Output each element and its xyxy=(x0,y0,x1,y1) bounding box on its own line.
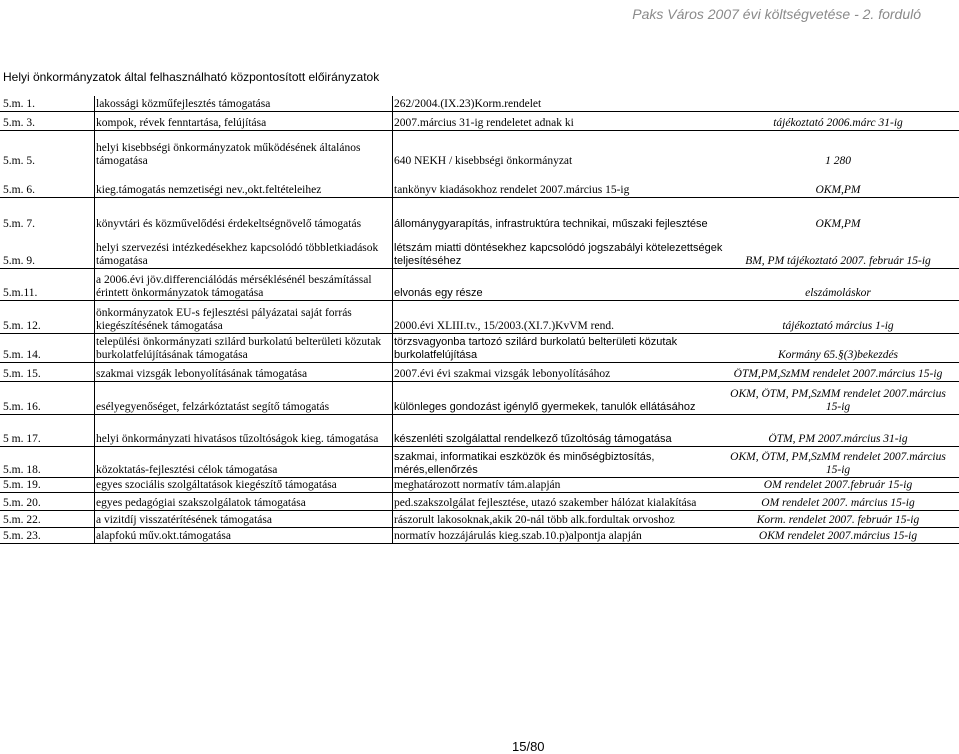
row-note: BM, PM tájékoztató 2007. február 15-ig xyxy=(745,254,931,267)
row-name: alapfokú műv.okt.támogatása xyxy=(96,529,231,542)
table-row xyxy=(0,384,959,415)
row-note: ÖTM,PM,SzMM rendelet 2007.március 15-ig xyxy=(733,367,943,380)
row-legal-basis: különleges gondozást igénylő gyermekek, tanulók ellátásához xyxy=(394,400,696,413)
table-row xyxy=(0,449,959,478)
row-name: közoktatás-fejlesztési célok támogatása xyxy=(96,463,278,476)
row-code: 5 m. 17. xyxy=(3,432,41,445)
row-code: 5.m. 9. xyxy=(3,254,35,267)
row-code: 5.m. 12. xyxy=(3,319,41,332)
table-row xyxy=(0,512,959,528)
row-code: 5.m. 3. xyxy=(3,116,35,129)
row-legal-basis: normatív hozzájárulás kieg.szab.10.p)alpontja alapján xyxy=(394,529,642,542)
row-legal-basis: törzsvagyonba tartozó szilárd burkolatú belterületi közutak burkolatfelújítása xyxy=(394,336,678,361)
row-legal-basis: szakmai, informatikai eszközök és minőségbiztosítás, mérés,ellenőrzés xyxy=(394,451,655,476)
row-legal-basis: elvonás egy része xyxy=(394,286,483,299)
row-note: tájékoztató március 1-ig xyxy=(782,319,894,332)
row-note: OKM,PM xyxy=(815,183,861,196)
table-row xyxy=(0,416,959,447)
row-name: kompok, révek fenntartása, felújítása xyxy=(96,116,267,129)
row-note: OKM rendelet 2007.március 15-ig xyxy=(758,529,918,542)
row-code: 5.m. 7. xyxy=(3,217,35,230)
row-name: esélyegyenőséget, felzárkóztatást segítő támogatás xyxy=(96,400,330,413)
table-row xyxy=(0,334,959,363)
row-code: 5.m. 23. xyxy=(3,529,41,542)
row-name: helyi szervezési intézkedésekhez kapcsolódó többletkiadások támogatása xyxy=(96,242,379,267)
row-note: elszámoláskor xyxy=(805,286,871,299)
table-row xyxy=(0,270,959,301)
row-name: helyi kisebbségi önkormányzatok működésének általános támogatása xyxy=(96,142,361,167)
row-name: önkormányzatok EU-s fejlesztési pályázatai saját forrás kiegészítésének támogatása xyxy=(96,307,352,332)
row-name: helyi önkormányzati hivatásos tűzoltóságok kieg. támogatása xyxy=(96,432,379,445)
row-code: 5.m. 22. xyxy=(3,513,41,526)
row-note: ÖTM, PM 2007.március 31-ig xyxy=(768,432,908,445)
row-name: egyes pedagógiai szakszolgálatok támogatása xyxy=(96,496,306,509)
table-row xyxy=(0,217,959,231)
row-code: 5.m. 18. xyxy=(3,463,41,476)
row-name: lakossági közműfejlesztés támogatása xyxy=(96,97,271,110)
row-note: OM rendelet 2007.február 15-ig xyxy=(763,478,913,491)
row-name: könyvtári és közművelődési érdekeltségnövelő támogatás xyxy=(96,217,362,230)
table-row xyxy=(0,477,959,493)
row-code: 5.m. 19. xyxy=(3,478,41,491)
row-note: OKM, ÖTM, PM,SzMM rendelet 2007.március 15-ig xyxy=(730,388,946,413)
row-name: egyes szociális szolgáltatások kiegészítő támogatása xyxy=(96,478,337,491)
row-note: tájékoztató 2006.márc 31-ig xyxy=(773,116,903,129)
row-note: Korm. rendelet 2007. február 15-ig xyxy=(756,513,920,526)
row-name: a 2006.évi jöv.differenciálódás mérséklésénél beszámítással érintett önkormányzatok támogatása xyxy=(96,274,372,299)
row-legal-basis: tankönyv kiadásokhoz rendelet 2007.március 15-ig xyxy=(394,183,630,196)
table-row xyxy=(0,138,959,168)
row-code: 5.m. 16. xyxy=(3,400,41,413)
row-legal-basis: meghatározott normatív tám.alapján xyxy=(394,478,561,491)
document-subtitle: Helyi önkormányzatok által felhasználható központosított előirányzatok xyxy=(3,70,380,84)
row-note: OKM, ÖTM, PM,SzMM rendelet 2007.március 15-ig xyxy=(730,451,946,476)
table-row xyxy=(0,183,959,198)
row-legal-basis: 640 NEKH / kisebbségi önkormányzat xyxy=(394,154,573,167)
row-note: OM rendelet 2007. március 15-ig xyxy=(761,496,915,509)
table-row xyxy=(0,365,959,382)
row-legal-basis: rászorult lakosoknak,akik 20-nál több alk.fordultak orvoshoz xyxy=(394,513,675,526)
table-row xyxy=(0,528,959,544)
row-note: 1 280 xyxy=(825,154,851,167)
row-legal-basis: készenléti szolgálattal rendelkező tűzoltóság támogatása xyxy=(394,432,672,445)
row-note: OKM,PM xyxy=(815,217,861,230)
row-code: 5.m. 20. xyxy=(3,496,41,509)
row-legal-basis: állománygyarapítás, infrastruktúra technikai, műszaki fejlesztése xyxy=(394,217,708,230)
table-row xyxy=(0,494,959,511)
row-code: 5.m. 1. xyxy=(3,97,35,110)
row-name: kieg.támogatás nemzetiségi nev.,okt.feltételeihez xyxy=(96,183,322,196)
table-row xyxy=(0,116,959,131)
row-legal-basis: létszám miatti döntésekhez kapcsolódó jogszabályi kötelezettségek teljesítéséhez xyxy=(394,242,723,267)
row-legal-basis: 262/2004.(IX.23)Korm.rendelet xyxy=(394,97,542,110)
row-code: 5.m. 15. xyxy=(3,367,41,380)
row-name: szakmai vizsgák lebonyolításának támogatása xyxy=(96,367,308,380)
row-legal-basis: 2007.március 31-ig rendeletet adnak ki xyxy=(394,116,574,129)
table-row xyxy=(0,303,959,334)
row-code: 5.m. 5. xyxy=(3,154,35,167)
table-row xyxy=(0,238,959,269)
row-code: 5.m. 14. xyxy=(3,348,41,361)
row-legal-basis: ped.szakszolgálat fejlesztése, utazó szakember hálózat kialakítása xyxy=(394,496,697,509)
row-legal-basis: 2000.évi XLIII.tv., 15/2003.(XI.7.)KvVM rend. xyxy=(394,319,614,332)
row-note: Kormány 65.§(3)bekezdés xyxy=(777,348,899,361)
row-legal-basis: 2007.évi évi szakmai vizsgák lebonyolításához xyxy=(394,367,611,380)
row-code: 5.m. 6. xyxy=(3,183,35,196)
document-header-title: Paks Város 2007 évi költségvetése - 2. forduló xyxy=(632,6,921,22)
row-name: települési önkormányzati szilárd burkolatú belterületi közutak burkolatfelújításának támogatása xyxy=(96,336,382,361)
page-number: 15/80 xyxy=(512,739,545,754)
row-name: a vizitdíj visszatérítésének támogatása xyxy=(96,513,272,526)
row-code: 5.m.11. xyxy=(3,286,38,299)
table-row xyxy=(0,97,959,112)
